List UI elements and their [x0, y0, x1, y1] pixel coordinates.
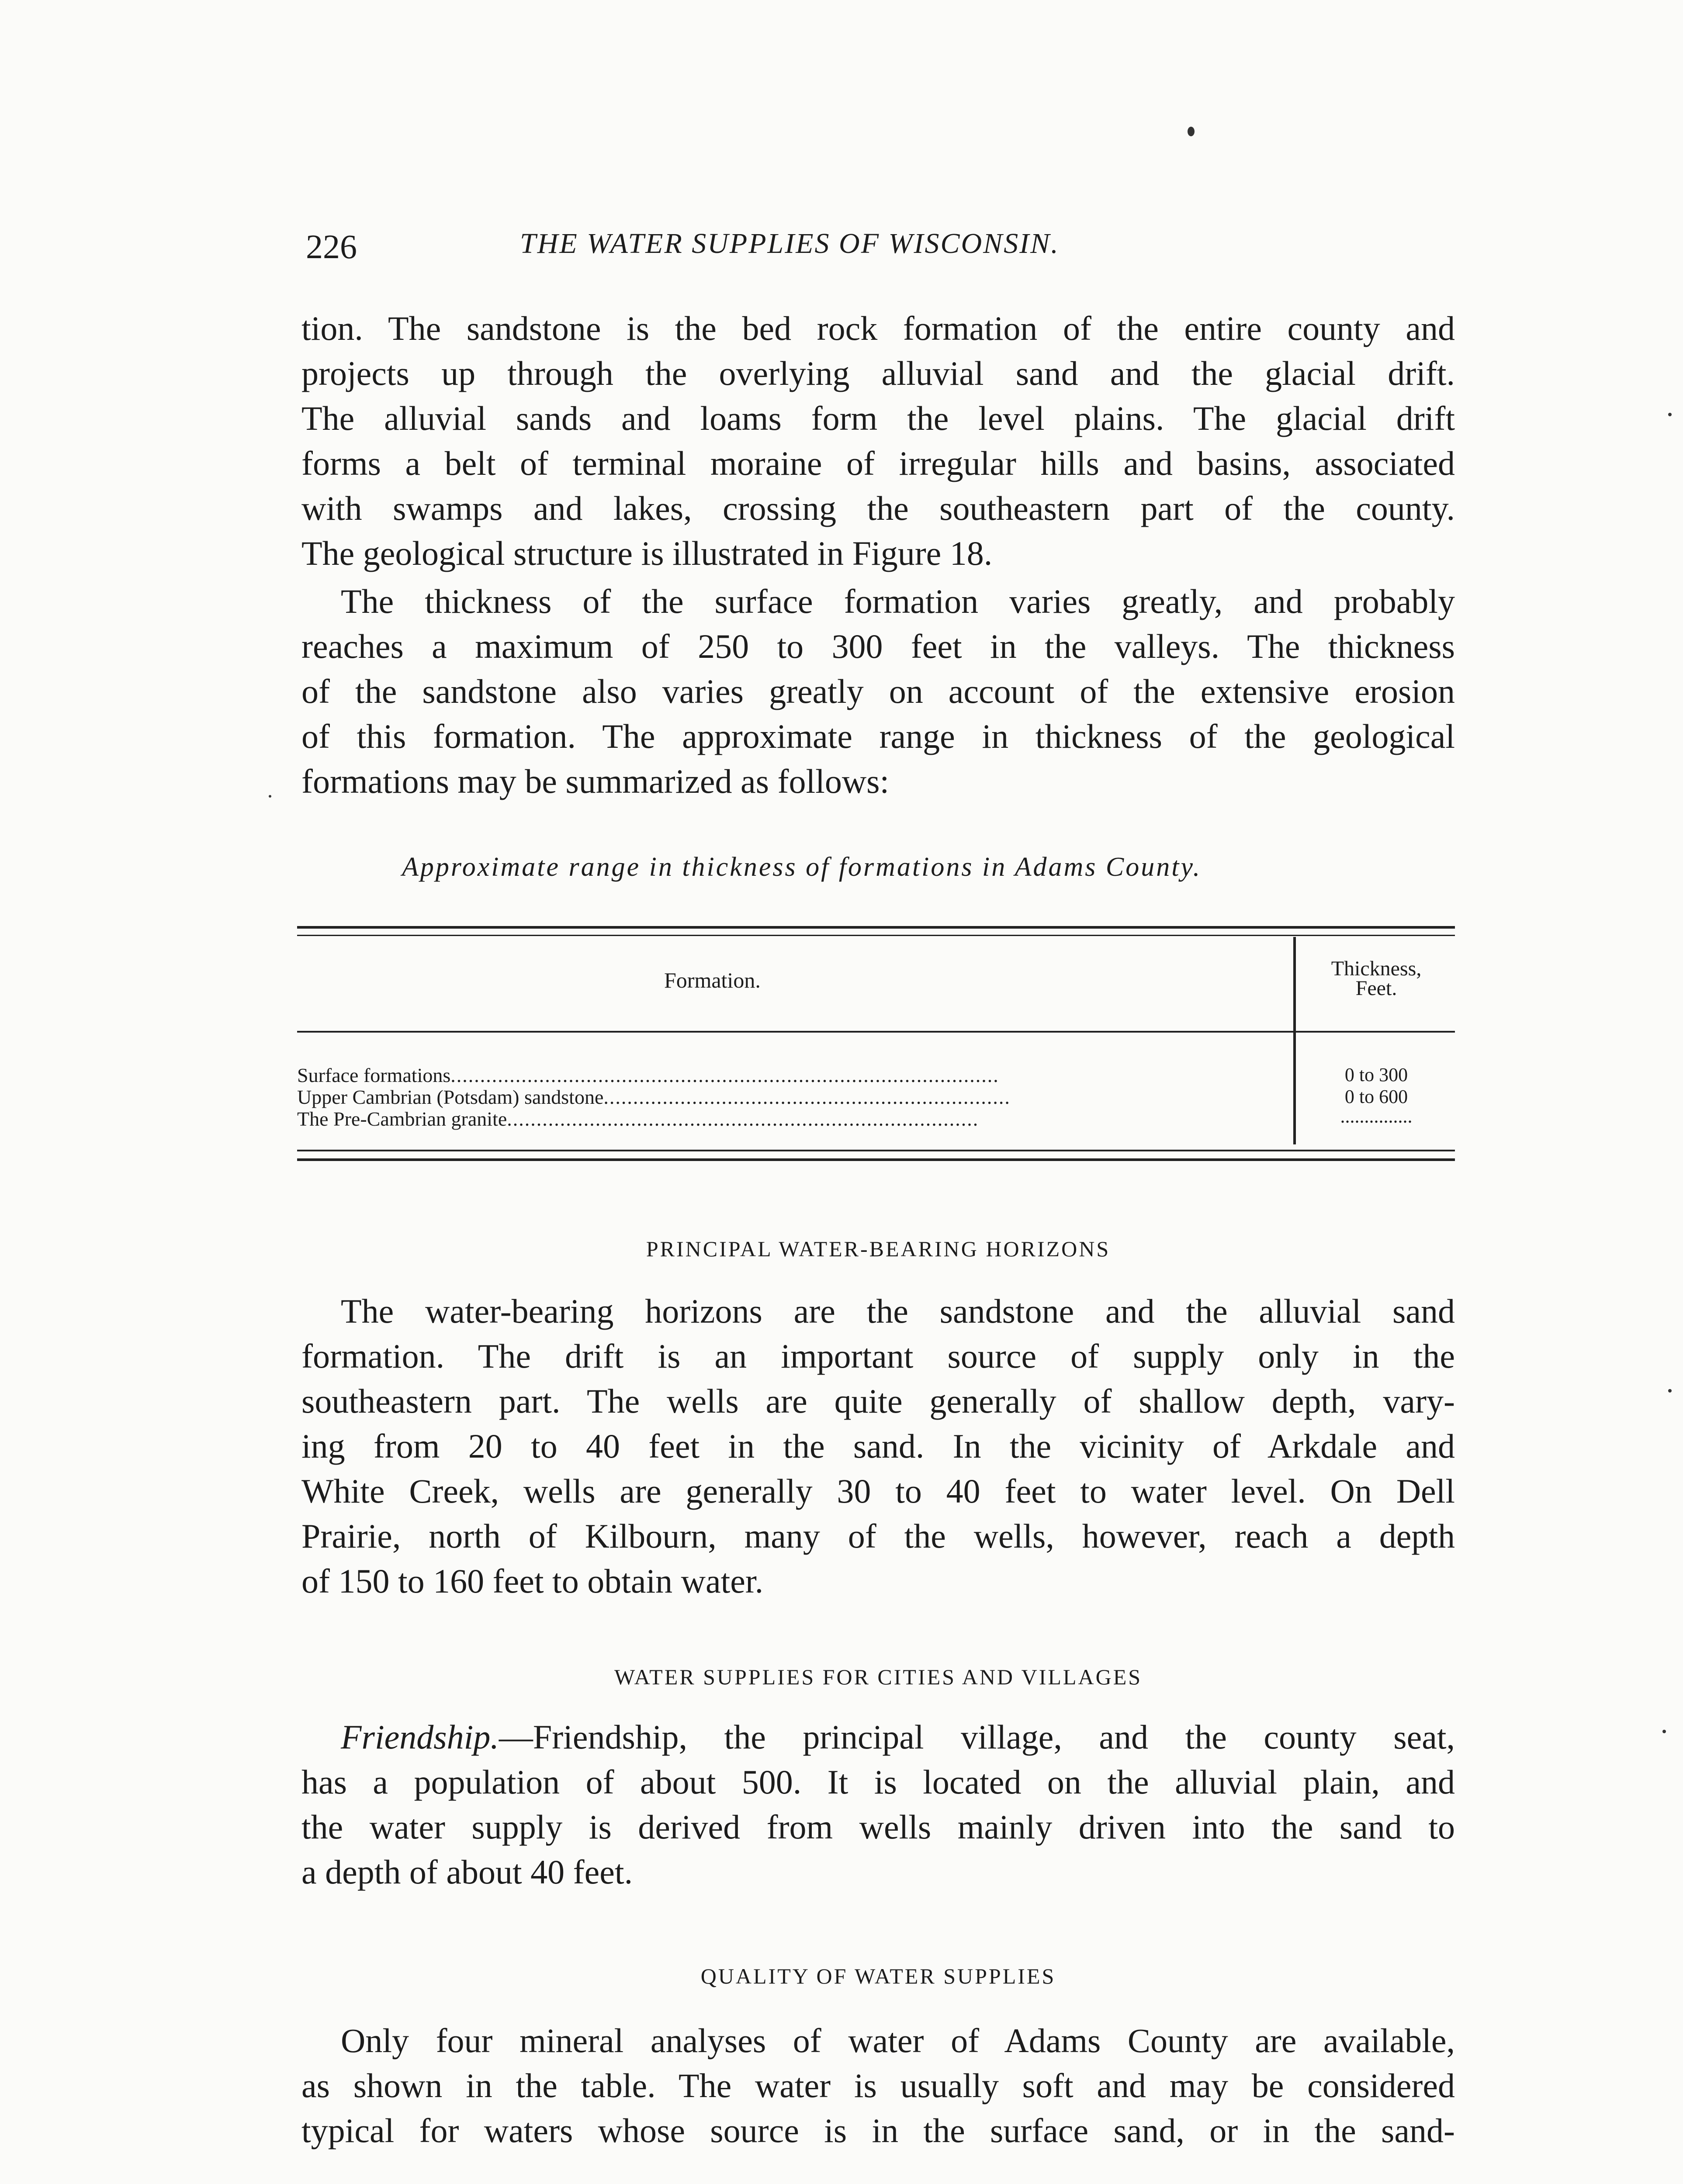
thickness-value: 0 to 300	[1344, 1064, 1408, 1085]
cities-paragraph	[301, 1714, 1455, 1894]
quality-paragraph	[301, 2018, 1455, 2153]
table-column-divider	[1293, 937, 1296, 1144]
text-line: of the sandstone also varies greatly on account of the extensive erosion	[301, 672, 1455, 710]
scan-speck	[1188, 127, 1195, 136]
text-line: Prairie, north of Kilbourn, many of the wells, however, reach a depth	[301, 1517, 1455, 1555]
text-line: White Creek, wells are generally 30 to 40 feet to water level. On Dell	[301, 1472, 1455, 1510]
table-row	[297, 1107, 1289, 1130]
running-title: THE WATER SUPPLIES OF WISCONSIN.	[520, 228, 1060, 259]
header-separator-rule	[297, 1031, 1455, 1033]
scan-speck	[1668, 1389, 1672, 1393]
formation-name: Surface formations	[297, 1064, 451, 1086]
text-line: The water-bearing horizons are the sandstone and the alluvial sand	[341, 1292, 1455, 1330]
text-line: with swamps and lakes, crossing the southeastern part of the county.	[301, 489, 1455, 527]
scan-speck	[1668, 413, 1672, 416]
place-name: Friendship.	[341, 1718, 499, 1756]
text-line: The thickness of the surface formation varies greatly, and probably	[341, 582, 1455, 620]
section-heading-cities: WATER SUPPLIES FOR CITIES AND VILLAGES	[614, 1665, 1143, 1689]
intro-paragraph	[301, 306, 1455, 576]
horizons-paragraph	[301, 1289, 1455, 1603]
table-top-rule-thin	[297, 935, 1455, 936]
table-bottom-rule-thick	[297, 1158, 1455, 1161]
text-line: reaches a maximum of 250 to 300 feet in the valleys. The thickness	[301, 627, 1455, 665]
formation-name: Upper Cambrian (Potsdam) sandstone	[297, 1086, 604, 1108]
column-header-thickness: Thickness,	[1331, 957, 1422, 980]
section-heading-horizons: PRINCIPAL WATER-BEARING HORIZONS	[646, 1237, 1111, 1261]
thickness-value: 0 to 600	[1344, 1086, 1408, 1107]
table-bottom-rule	[297, 1150, 1455, 1151]
text-line: southeastern part. The wells are quite generally of shallow depth, vary-	[301, 1382, 1455, 1420]
text-line: typical for waters whose source is in the surface sand, or in the sand-	[301, 2111, 1455, 2149]
text-run: —Friendship, the principal village, and the county seat,	[499, 1718, 1455, 1756]
text-line: a depth of about 40 feet.	[301, 1853, 633, 1891]
text-line: ing from 20 to 40 feet in the sand. In the vicinity of Arkdale and	[301, 1427, 1455, 1465]
table-row	[297, 1064, 1289, 1087]
text-line: The alluvial sands and loams form the level plains. The glacial drift	[301, 399, 1455, 437]
table-top-rule	[297, 926, 1455, 929]
text-line: of 150 to 160 feet to obtain water.	[301, 1562, 764, 1600]
table-row	[297, 1085, 1289, 1109]
scan-speck	[269, 795, 271, 798]
leader-dots: ................................................................................	[507, 1108, 979, 1130]
column-header-formation: Formation.	[664, 968, 761, 992]
text-line: The geological structure is illustrated in Figure 18.	[301, 534, 993, 572]
section-heading-quality: QUALITY OF WATER SUPPLIES	[700, 1964, 1056, 1988]
scan-speck	[1662, 1730, 1666, 1733]
text-line: projects up through the overlying alluvial sand and the glacial drift.	[301, 354, 1455, 392]
text-line: formation. The drift is an important source of supply only in the	[301, 1337, 1455, 1375]
table-caption: Approximate range in thickness of formations in Adams County.	[402, 852, 1202, 882]
thickness-paragraph	[301, 579, 1455, 804]
text-line: forms a belt of terminal moraine of irregular hills and basins, associated	[301, 444, 1455, 482]
text-line: the water supply is derived from wells mainly driven into the sand to	[301, 1808, 1455, 1846]
text-line: as shown in the table. The water is usually soft and may be considered	[301, 2067, 1455, 2105]
page-number: 226	[306, 228, 357, 266]
thickness-value: ...............	[1340, 1106, 1413, 1127]
leader-dots: .............................................................................................	[450, 1064, 999, 1086]
text-line: formations may be summarized as follows:	[301, 762, 890, 800]
column-header-feet: Feet.	[1355, 977, 1397, 1000]
text-line: has a population of about 500. It is located on the alluvial plain, and	[301, 1763, 1455, 1801]
leader-dots: .....................................................................	[603, 1086, 1011, 1108]
formation-name: The Pre-Cambrian granite	[297, 1108, 507, 1130]
text-line: of this formation. The approximate range in thickness of the geological	[301, 717, 1455, 755]
text-line	[301, 1714, 1455, 1759]
text-line: Only four mineral analyses of water of Adams County are available,	[341, 2022, 1455, 2060]
text-line: tion. The sandstone is the bed rock formation of the entire county and	[301, 309, 1455, 347]
